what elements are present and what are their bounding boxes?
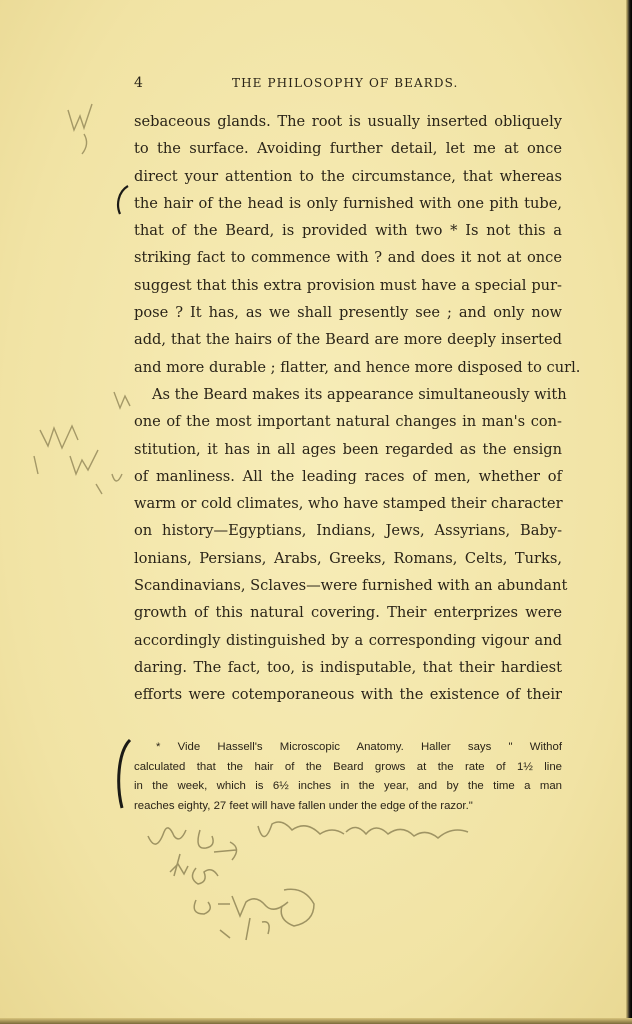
text-line: striking fact to commence with ? and does it not at once — [134, 249, 562, 267]
text-line: As the Beard makes its appearance simultaneously with — [152, 385, 567, 403]
text-line: pose ? It has, as we shall presently see ; and only now — [134, 304, 562, 322]
footnote-line: * Vide Hassell's Microscopic Anatomy. Haller says " Withof — [156, 741, 562, 753]
ink-bracket — [119, 740, 130, 808]
pencil-mark — [258, 822, 344, 837]
text-line: one of the most important natural changes in man's con- — [134, 413, 562, 431]
pencil-mark — [246, 918, 269, 940]
text-line: the hair of the head is only furnished with one pith tube, — [134, 194, 562, 212]
text-line: suggest that this extra provision must have a special pur- — [134, 276, 562, 294]
text-line: Scandinavians, Sclaves—were furnished with an abundant — [134, 577, 568, 595]
text-line: sebaceous glands. The root is usually inserted obliquely — [134, 113, 562, 130]
text-line: to the surface. Avoiding further detail, let me at once — [134, 140, 562, 158]
pencil-mark — [220, 930, 230, 938]
pencil-mark — [281, 889, 314, 926]
text-line: daring. The fact, too, is indisputable, that their hardiest — [134, 658, 562, 676]
page-number: 4 — [134, 75, 143, 91]
running-title: THE PHILOSOPHY OF BEARDS. — [232, 76, 459, 90]
pencil-mark — [96, 484, 102, 494]
footnote-line: reaches eighty, 27 feet will have fallen under the edge of the razor." — [134, 799, 473, 812]
text-line: and more durable ; flatter, and hence more disposed to curl. — [134, 358, 581, 376]
pencil-mark — [148, 828, 186, 844]
page-edge — [626, 0, 632, 1024]
pencil-scribbles — [34, 104, 130, 494]
text-line: of manliness. All the leading races of men, whether of — [134, 467, 562, 485]
pencil-mark — [198, 830, 213, 848]
pencil-mark — [82, 134, 87, 154]
text-line: accordingly distinguished by a corresponding vigour and — [134, 631, 562, 649]
text-line: warm or cold climates, who have stamped their character — [134, 495, 563, 513]
page-edge — [0, 1018, 632, 1024]
pencil-mark — [112, 474, 122, 481]
pencil-handwriting — [148, 822, 468, 940]
footnote-line: calculated that the hair of the Beard grows at the rate of 1½ line — [134, 760, 562, 773]
text-line: growth of this natural covering. Their enterprizes were — [134, 604, 562, 622]
pencil-mark — [114, 392, 130, 408]
text-line: direct your attention to the circumstance, that whereas — [134, 167, 562, 185]
text-line: stitution, it has in all ages been regarded as the ensign — [134, 440, 562, 458]
ink-bracket — [118, 186, 128, 214]
pencil-mark — [346, 827, 468, 838]
pencil-mark — [194, 896, 288, 916]
pencil-mark — [70, 450, 98, 474]
text-line: that of the Beard, is provided with two * Is not this a — [134, 222, 562, 240]
text-line: add, that the hairs of the Beard are more deeply inserted — [134, 331, 562, 349]
text-line: on history—Egyptians, Indians, Jews, Assyrians, Baby- — [134, 522, 562, 540]
pencil-mark — [34, 456, 38, 474]
pencil-mark — [68, 104, 92, 130]
pencil-mark — [214, 842, 237, 860]
text-line: efforts were cotemporaneous with the existence of their — [134, 686, 562, 704]
text-line: lonians, Persians, Arabs, Greeks, Romans, Celts, Turks, — [134, 549, 562, 567]
pencil-mark — [40, 426, 78, 448]
footnote-line: in the week, which is 6½ inches in the year, and by the time a man — [134, 780, 562, 793]
